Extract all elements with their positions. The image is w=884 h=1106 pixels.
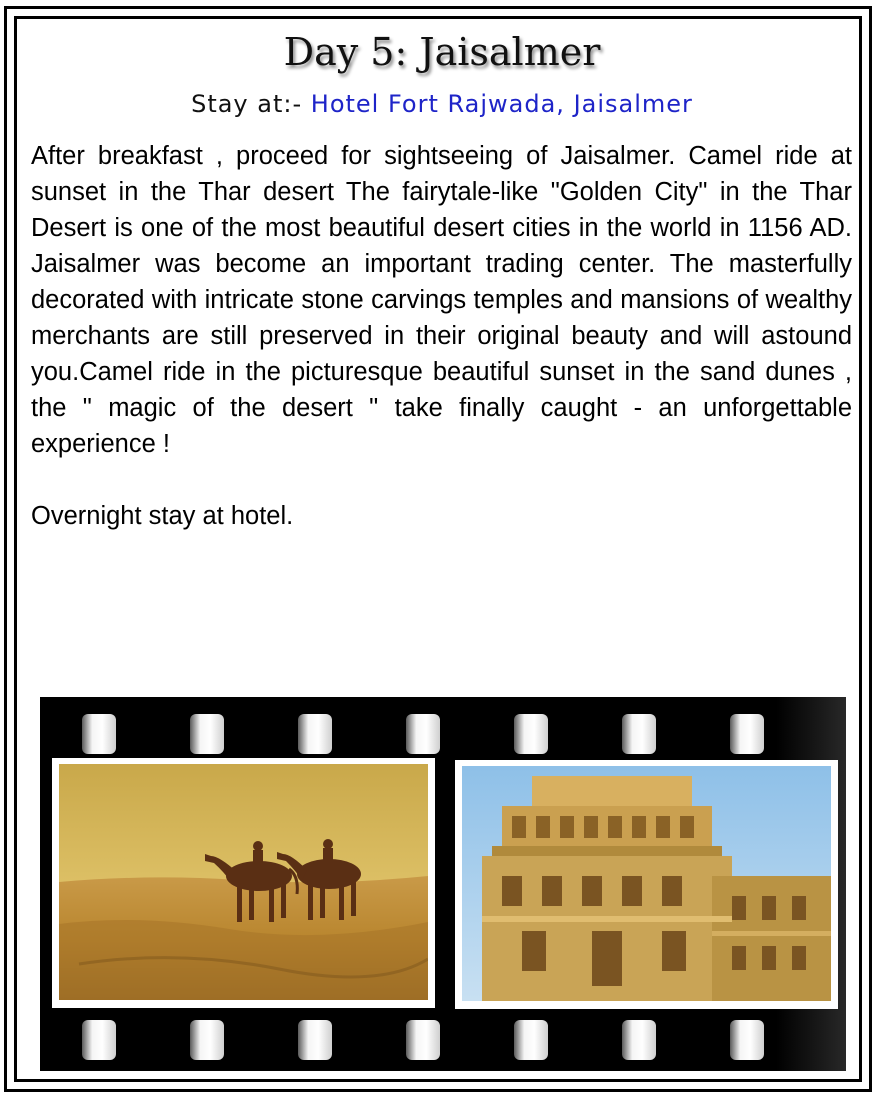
sprocket-hole (730, 1020, 764, 1060)
hotel-name: Hotel Fort Rajwada, Jaisalmer (310, 90, 693, 118)
sprocket-hole (82, 714, 116, 754)
overnight-note: Overnight stay at hotel. (31, 502, 294, 530)
sprocket-hole (622, 714, 656, 754)
camels-in-desert-photo (52, 758, 435, 1008)
sprocket-hole (514, 1020, 548, 1060)
sprocket-hole (514, 714, 548, 754)
camels-in-desert-image (59, 764, 428, 1000)
sprocket-hole (298, 1020, 332, 1060)
stay-prefix: Stay at:- (191, 90, 311, 118)
sandstone-haveli-image (462, 766, 831, 1001)
sandstone-haveli-photo (455, 760, 838, 1009)
sprocket-hole (298, 714, 332, 754)
sprocket-hole (190, 1020, 224, 1060)
sprocket-hole (406, 1020, 440, 1060)
film-strip (40, 697, 846, 1071)
sprocket-hole (406, 714, 440, 754)
sprocket-hole (190, 714, 224, 754)
sprocket-hole (730, 714, 764, 754)
day-description: After breakfast , proceed for sightseeing of Jaisalmer. Camel ride at sunset in the Thar desert The fairytale-like "Golden City" in the Thar Desert is one of the most beautiful desert cities in the world in 1156 AD. Jaisalmer was become an important trading center. The masterfully decorated with intricate stone carvings temples and mansions of wealthy merchants are still preserved in their original beauty and will astound you.Camel ride in the picturesque beautiful sunset in the sand dunes , the " magic of the desert " take finally caught - an unforgettable experience ! (31, 142, 852, 458)
sprocket-hole (82, 1020, 116, 1060)
sprocket-hole (622, 1020, 656, 1060)
stay-line (0, 90, 884, 118)
page-title: Day 5: Jaisalmer (283, 30, 601, 74)
